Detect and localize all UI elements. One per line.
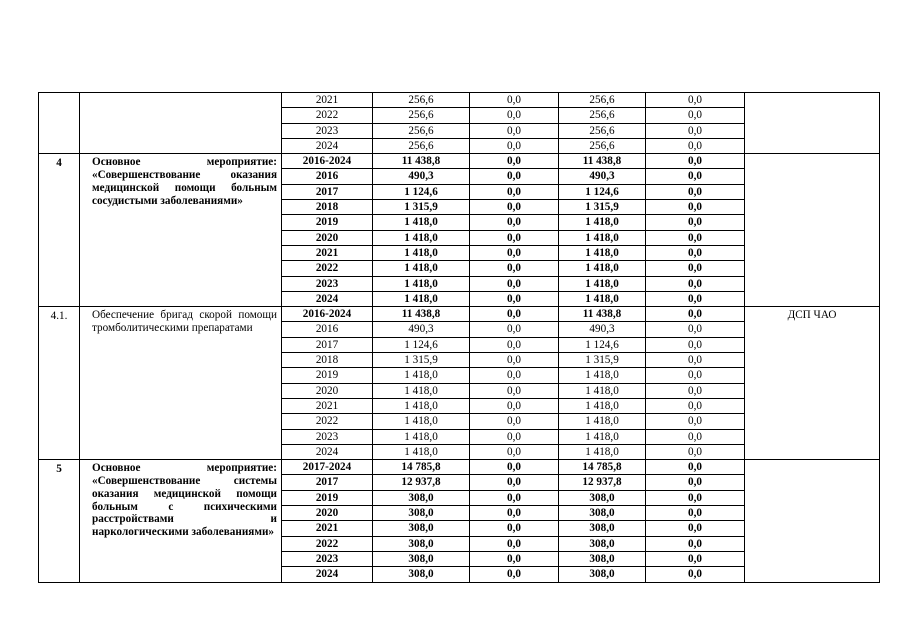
other-cell: 0,0 bbox=[646, 215, 745, 230]
total-cell: 1 418,0 bbox=[373, 215, 470, 230]
federal-cell: 0,0 bbox=[470, 169, 559, 184]
regional-cell: 1 418,0 bbox=[559, 291, 646, 306]
table-body bbox=[39, 93, 880, 583]
federal-cell: 0,0 bbox=[470, 444, 559, 459]
total-cell: 256,6 bbox=[373, 108, 470, 123]
federal-cell: 0,0 bbox=[470, 337, 559, 352]
other-cell: 0,0 bbox=[646, 245, 745, 260]
year-cell: 2024 bbox=[282, 444, 373, 459]
other-cell: 0,0 bbox=[646, 337, 745, 352]
federal-cell: 0,0 bbox=[470, 276, 559, 291]
other-cell: 0,0 bbox=[646, 414, 745, 429]
federal-cell: 0,0 bbox=[470, 93, 559, 108]
regional-cell: 1 418,0 bbox=[559, 414, 646, 429]
federal-cell: 0,0 bbox=[470, 414, 559, 429]
other-cell: 0,0 bbox=[646, 536, 745, 551]
total-cell: 1 315,9 bbox=[373, 200, 470, 215]
year-cell: 2022 bbox=[282, 414, 373, 429]
year-cell: 2017 bbox=[282, 184, 373, 199]
federal-cell: 0,0 bbox=[470, 551, 559, 566]
federal-cell: 0,0 bbox=[470, 108, 559, 123]
total-cell: 1 418,0 bbox=[373, 245, 470, 260]
total-cell: 308,0 bbox=[373, 506, 470, 521]
total-cell: 308,0 bbox=[373, 490, 470, 505]
total-cell: 308,0 bbox=[373, 567, 470, 582]
other-cell: 0,0 bbox=[646, 291, 745, 306]
year-cell: 2021 bbox=[282, 93, 373, 108]
year-cell: 2024 bbox=[282, 138, 373, 153]
regional-cell: 1 315,9 bbox=[559, 200, 646, 215]
federal-cell: 0,0 bbox=[470, 230, 559, 245]
regional-cell: 1 418,0 bbox=[559, 215, 646, 230]
regional-cell: 1 124,6 bbox=[559, 337, 646, 352]
other-cell: 0,0 bbox=[646, 230, 745, 245]
regional-cell: 308,0 bbox=[559, 506, 646, 521]
other-cell: 0,0 bbox=[646, 567, 745, 582]
federal-cell: 0,0 bbox=[470, 200, 559, 215]
other-cell: 0,0 bbox=[646, 169, 745, 184]
year-cell: 2016-2024 bbox=[282, 307, 373, 322]
total-cell: 1 418,0 bbox=[373, 383, 470, 398]
regional-cell: 256,6 bbox=[559, 108, 646, 123]
regional-cell: 308,0 bbox=[559, 521, 646, 536]
item-number bbox=[39, 93, 80, 154]
table-row bbox=[39, 307, 880, 322]
other-cell: 0,0 bbox=[646, 154, 745, 169]
year-cell: 2024 bbox=[282, 291, 373, 306]
year-cell: 2023 bbox=[282, 551, 373, 566]
total-cell: 1 315,9 bbox=[373, 353, 470, 368]
regional-cell: 308,0 bbox=[559, 490, 646, 505]
funding-table bbox=[38, 92, 880, 583]
item-number: 4 bbox=[39, 154, 80, 307]
total-cell: 12 937,8 bbox=[373, 475, 470, 490]
regional-cell: 256,6 bbox=[559, 138, 646, 153]
other-cell: 0,0 bbox=[646, 93, 745, 108]
year-cell: 2022 bbox=[282, 536, 373, 551]
year-cell: 2017-2024 bbox=[282, 460, 373, 475]
table-row bbox=[39, 154, 880, 169]
other-cell: 0,0 bbox=[646, 276, 745, 291]
table-row bbox=[39, 460, 880, 475]
total-cell: 1 124,6 bbox=[373, 184, 470, 199]
year-cell: 2019 bbox=[282, 368, 373, 383]
total-cell: 490,3 bbox=[373, 322, 470, 337]
regional-cell: 1 418,0 bbox=[559, 230, 646, 245]
federal-cell: 0,0 bbox=[470, 429, 559, 444]
regional-cell: 1 418,0 bbox=[559, 383, 646, 398]
total-cell: 308,0 bbox=[373, 521, 470, 536]
federal-cell: 0,0 bbox=[470, 398, 559, 413]
regional-cell: 1 124,6 bbox=[559, 184, 646, 199]
total-cell: 1 418,0 bbox=[373, 276, 470, 291]
other-cell: 0,0 bbox=[646, 123, 745, 138]
year-cell: 2018 bbox=[282, 353, 373, 368]
other-cell: 0,0 bbox=[646, 138, 745, 153]
federal-cell: 0,0 bbox=[470, 123, 559, 138]
total-cell: 308,0 bbox=[373, 536, 470, 551]
federal-cell: 0,0 bbox=[470, 460, 559, 475]
other-cell: 0,0 bbox=[646, 444, 745, 459]
activity-title: Основное мероприятие: «Совершенствование оказания медицинской помощи больным сосудистыми заболеваниями» bbox=[80, 154, 282, 307]
federal-cell: 0,0 bbox=[470, 291, 559, 306]
year-cell: 2017 bbox=[282, 475, 373, 490]
regional-cell: 1 315,9 bbox=[559, 353, 646, 368]
total-cell: 1 418,0 bbox=[373, 261, 470, 276]
year-cell: 2024 bbox=[282, 567, 373, 582]
item-number: 5 bbox=[39, 460, 80, 582]
federal-cell: 0,0 bbox=[470, 307, 559, 322]
responsible-executor: ДСП ЧАО bbox=[745, 307, 880, 460]
responsible-executor bbox=[745, 93, 880, 154]
year-cell: 2017 bbox=[282, 337, 373, 352]
other-cell: 0,0 bbox=[646, 475, 745, 490]
total-cell: 1 418,0 bbox=[373, 429, 470, 444]
total-cell: 11 438,8 bbox=[373, 307, 470, 322]
regional-cell: 1 418,0 bbox=[559, 398, 646, 413]
total-cell: 490,3 bbox=[373, 169, 470, 184]
total-cell: 1 418,0 bbox=[373, 398, 470, 413]
regional-cell: 256,6 bbox=[559, 93, 646, 108]
other-cell: 0,0 bbox=[646, 184, 745, 199]
total-cell: 256,6 bbox=[373, 93, 470, 108]
table-row bbox=[39, 93, 880, 108]
other-cell: 0,0 bbox=[646, 551, 745, 566]
year-cell: 2021 bbox=[282, 521, 373, 536]
total-cell: 14 785,8 bbox=[373, 460, 470, 475]
federal-cell: 0,0 bbox=[470, 154, 559, 169]
federal-cell: 0,0 bbox=[470, 536, 559, 551]
total-cell: 1 418,0 bbox=[373, 414, 470, 429]
year-cell: 2016-2024 bbox=[282, 154, 373, 169]
federal-cell: 0,0 bbox=[470, 353, 559, 368]
other-cell: 0,0 bbox=[646, 353, 745, 368]
other-cell: 0,0 bbox=[646, 261, 745, 276]
regional-cell: 1 418,0 bbox=[559, 261, 646, 276]
total-cell: 1 418,0 bbox=[373, 368, 470, 383]
other-cell: 0,0 bbox=[646, 398, 745, 413]
other-cell: 0,0 bbox=[646, 383, 745, 398]
federal-cell: 0,0 bbox=[470, 261, 559, 276]
regional-cell: 12 937,8 bbox=[559, 475, 646, 490]
regional-cell: 11 438,8 bbox=[559, 154, 646, 169]
federal-cell: 0,0 bbox=[470, 322, 559, 337]
regional-cell: 1 418,0 bbox=[559, 368, 646, 383]
activity-title: Основное мероприятие: «Совершенствование системы оказания медицинской помощи больным с психическими расстройствами и наркологическими заболеваниями» bbox=[80, 460, 282, 582]
total-cell: 11 438,8 bbox=[373, 154, 470, 169]
total-cell: 256,6 bbox=[373, 138, 470, 153]
item-number: 4.1. bbox=[39, 307, 80, 460]
other-cell: 0,0 bbox=[646, 429, 745, 444]
regional-cell: 256,6 bbox=[559, 123, 646, 138]
regional-cell: 11 438,8 bbox=[559, 307, 646, 322]
federal-cell: 0,0 bbox=[470, 506, 559, 521]
year-cell: 2021 bbox=[282, 398, 373, 413]
other-cell: 0,0 bbox=[646, 108, 745, 123]
regional-cell: 14 785,8 bbox=[559, 460, 646, 475]
other-cell: 0,0 bbox=[646, 200, 745, 215]
federal-cell: 0,0 bbox=[470, 475, 559, 490]
other-cell: 0,0 bbox=[646, 307, 745, 322]
regional-cell: 1 418,0 bbox=[559, 444, 646, 459]
regional-cell: 308,0 bbox=[559, 536, 646, 551]
activity-title bbox=[80, 93, 282, 154]
federal-cell: 0,0 bbox=[470, 490, 559, 505]
year-cell: 2020 bbox=[282, 383, 373, 398]
federal-cell: 0,0 bbox=[470, 521, 559, 536]
year-cell: 2023 bbox=[282, 429, 373, 444]
federal-cell: 0,0 bbox=[470, 215, 559, 230]
federal-cell: 0,0 bbox=[470, 138, 559, 153]
year-cell: 2020 bbox=[282, 230, 373, 245]
other-cell: 0,0 bbox=[646, 368, 745, 383]
other-cell: 0,0 bbox=[646, 322, 745, 337]
regional-cell: 1 418,0 bbox=[559, 245, 646, 260]
year-cell: 2022 bbox=[282, 261, 373, 276]
regional-cell: 1 418,0 bbox=[559, 429, 646, 444]
total-cell: 1 418,0 bbox=[373, 291, 470, 306]
year-cell: 2022 bbox=[282, 108, 373, 123]
year-cell: 2023 bbox=[282, 276, 373, 291]
federal-cell: 0,0 bbox=[470, 184, 559, 199]
total-cell: 256,6 bbox=[373, 123, 470, 138]
responsible-executor bbox=[745, 460, 880, 582]
regional-cell: 1 418,0 bbox=[559, 276, 646, 291]
regional-cell: 490,3 bbox=[559, 322, 646, 337]
federal-cell: 0,0 bbox=[470, 567, 559, 582]
year-cell: 2020 bbox=[282, 506, 373, 521]
year-cell: 2019 bbox=[282, 215, 373, 230]
other-cell: 0,0 bbox=[646, 506, 745, 521]
total-cell: 1 418,0 bbox=[373, 230, 470, 245]
year-cell: 2016 bbox=[282, 322, 373, 337]
responsible-executor bbox=[745, 154, 880, 307]
activity-title: Обеспечение бригад скорой помощи тромболитическими препаратами bbox=[80, 307, 282, 460]
regional-cell: 308,0 bbox=[559, 567, 646, 582]
total-cell: 1 124,6 bbox=[373, 337, 470, 352]
total-cell: 308,0 bbox=[373, 551, 470, 566]
federal-cell: 0,0 bbox=[470, 383, 559, 398]
other-cell: 0,0 bbox=[646, 460, 745, 475]
year-cell: 2016 bbox=[282, 169, 373, 184]
federal-cell: 0,0 bbox=[470, 368, 559, 383]
year-cell: 2023 bbox=[282, 123, 373, 138]
year-cell: 2021 bbox=[282, 245, 373, 260]
total-cell: 1 418,0 bbox=[373, 444, 470, 459]
regional-cell: 308,0 bbox=[559, 551, 646, 566]
year-cell: 2019 bbox=[282, 490, 373, 505]
federal-cell: 0,0 bbox=[470, 245, 559, 260]
regional-cell: 490,3 bbox=[559, 169, 646, 184]
year-cell: 2018 bbox=[282, 200, 373, 215]
other-cell: 0,0 bbox=[646, 490, 745, 505]
other-cell: 0,0 bbox=[646, 521, 745, 536]
